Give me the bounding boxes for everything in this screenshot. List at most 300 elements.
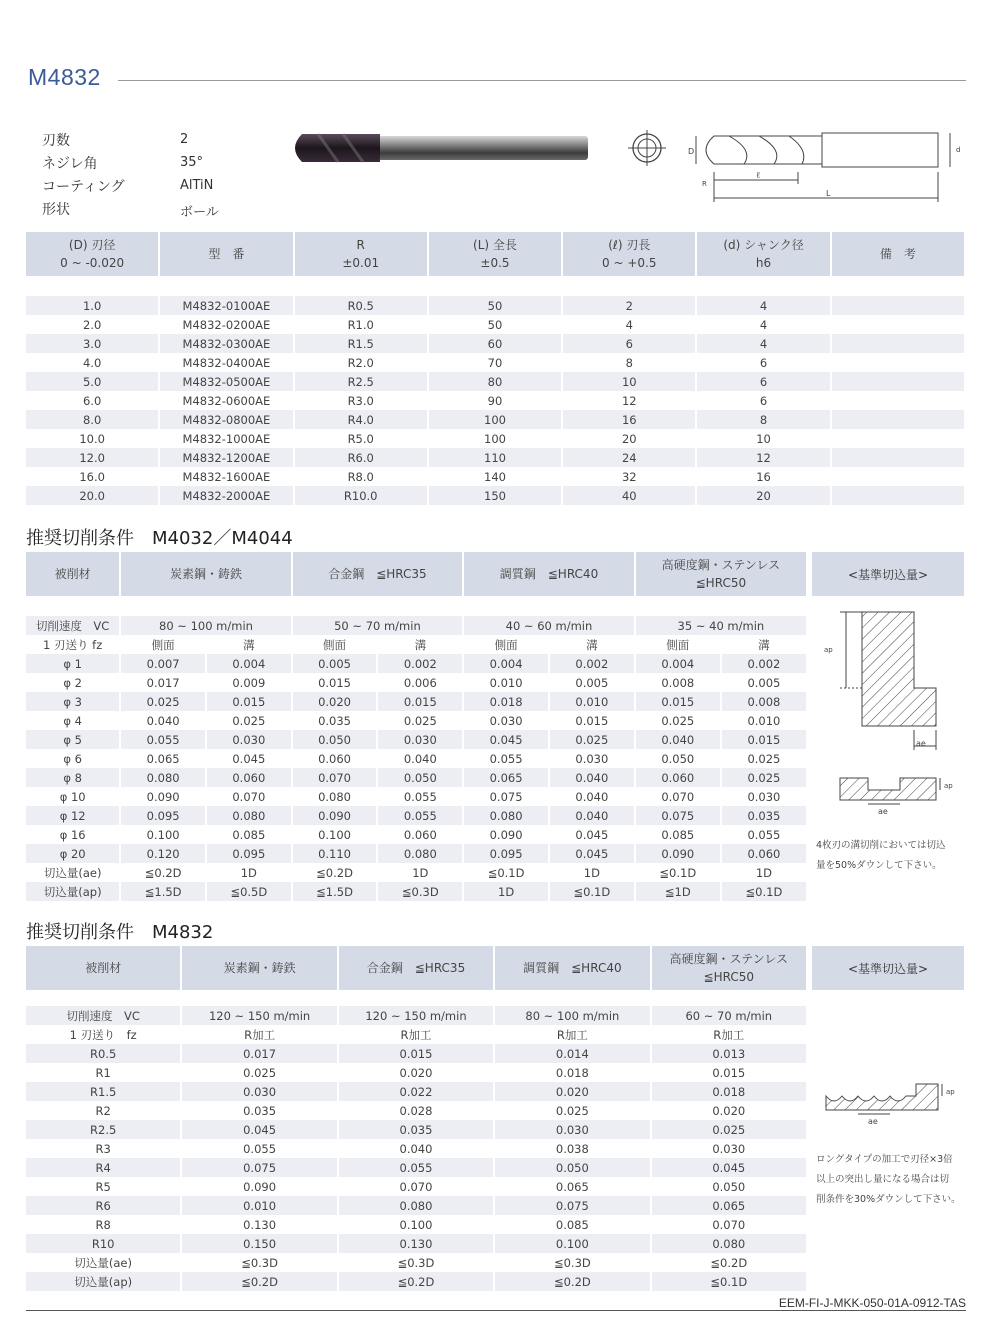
table-cell: 0.085 <box>207 825 291 844</box>
spec-label-helix: ネジレ角 <box>42 156 98 172</box>
table-row <box>26 410 964 429</box>
table-cell: 0.095 <box>121 806 205 825</box>
s1-feed-label: 1 刃送り fz <box>26 635 119 654</box>
table-cell <box>832 391 964 410</box>
table-cell: 1D <box>550 863 634 882</box>
s2-row-feed <box>26 1025 806 1044</box>
table-cell: 0.045 <box>182 1120 336 1139</box>
table-cell: 0.110 <box>293 844 377 863</box>
table-row <box>26 353 964 372</box>
table-cell: 0.030 <box>464 711 548 730</box>
s2-header-alloy-steel: 合金鋼 ≦HRC35 <box>339 946 493 990</box>
table-cell: 0.028 <box>339 1101 493 1120</box>
table-cell: 0.045 <box>652 1158 806 1177</box>
s1-diagram-ap-label: ap <box>824 646 833 654</box>
table-row <box>26 1139 806 1158</box>
table-cell: 0.055 <box>722 825 806 844</box>
table-cell: 6 <box>697 372 829 391</box>
table-cell: 3.0 <box>26 334 158 353</box>
s2-header-hardened-steel: 高硬度鋼・ステンレス ≦HRC50 <box>652 946 806 990</box>
table-cell: ≦0.2D <box>293 863 377 882</box>
table-row <box>26 1120 806 1139</box>
table-cell: 0.025 <box>121 692 205 711</box>
table-cell: 0.020 <box>495 1082 649 1101</box>
table-cell: R0.5 <box>26 1044 180 1063</box>
table-cell: ≦0.1D <box>550 882 634 901</box>
table-cell: 0.015 <box>207 692 291 711</box>
table-cell: 24 <box>563 448 695 467</box>
table-cell: 10 <box>697 429 829 448</box>
table-cell: 140 <box>429 467 561 486</box>
table-cell: M4832-1600AE <box>160 467 292 486</box>
table-cell: R0.5 <box>295 296 427 315</box>
table-cell <box>832 296 964 315</box>
table-cell: ≦0.3D <box>339 1253 493 1272</box>
table-cell: 0.025 <box>182 1063 336 1082</box>
table-cell <box>832 410 964 429</box>
footer-divider <box>26 1310 966 1311</box>
table-row <box>26 1253 806 1272</box>
table-cell: 150 <box>429 486 561 505</box>
table-cell: φ 2 <box>26 673 119 692</box>
table-cell: 0.080 <box>339 1196 493 1215</box>
table-cell: 0.025 <box>495 1101 649 1120</box>
table-cell: 0.025 <box>378 711 462 730</box>
s1-sub-header: 溝 <box>378 635 462 654</box>
table-row <box>26 863 806 882</box>
table-cell: 切込量(ap) <box>26 882 119 901</box>
table-cell: 0.060 <box>207 768 291 787</box>
table-row <box>26 768 806 787</box>
s2-header-carbon-steel: 炭素鋼・鋳鉄 <box>182 946 336 990</box>
table-row <box>26 467 964 486</box>
s2-row-speed <box>26 1006 806 1025</box>
table-row <box>26 486 964 505</box>
spec-label-shape: 形状 <box>42 202 70 218</box>
table-cell: 0.004 <box>464 654 548 673</box>
table-cell: 20 <box>563 429 695 448</box>
table-cell: 5.0 <box>26 372 158 391</box>
table-cell: 0.130 <box>182 1215 336 1234</box>
table-cell <box>832 448 964 467</box>
table-cell: 0.090 <box>293 806 377 825</box>
table-cell <box>832 429 964 448</box>
table-cell: φ 16 <box>26 825 119 844</box>
table-cell: 0.035 <box>182 1101 336 1120</box>
table-cell: R3.0 <box>295 391 427 410</box>
spec-value-shape: ボール <box>180 205 219 220</box>
s2-sub-header: R加工 <box>495 1025 649 1044</box>
table-cell: 0.100 <box>121 825 205 844</box>
table-cell: 0.090 <box>464 825 548 844</box>
document-code: EEM-FI-J-MKK-050-01A-0912-TAS <box>778 1296 966 1310</box>
s1-diagram2-ae-label: ae <box>878 807 888 814</box>
table-row <box>26 1196 806 1215</box>
table-cell: R1.0 <box>295 315 427 334</box>
table-cell: ≦0.3D <box>495 1253 649 1272</box>
table-row <box>26 391 964 410</box>
table-cell <box>832 467 964 486</box>
section2-title: 推奨切削条件 M4832 <box>26 922 214 943</box>
s2-diagram-ap-label: ap <box>946 1088 955 1096</box>
table-cell: 16 <box>697 467 829 486</box>
table-cell: 0.015 <box>293 673 377 692</box>
s1-sub-header: 溝 <box>722 635 806 654</box>
table-cell: 0.030 <box>722 787 806 806</box>
table-cell: 0.065 <box>464 768 548 787</box>
end-mill-photo <box>288 128 592 170</box>
s2-sub-header: R加工 <box>339 1025 493 1044</box>
table-cell: 60 <box>429 334 561 353</box>
table-cell: 100 <box>429 429 561 448</box>
s1-diagram-ae-label: ae <box>916 739 926 748</box>
table-cell: 0.013 <box>652 1044 806 1063</box>
s2-speed-value: 60 ~ 70 m/min <box>652 1006 806 1025</box>
table-row <box>26 315 964 334</box>
table-cell: 4.0 <box>26 353 158 372</box>
table-cell: 0.060 <box>378 825 462 844</box>
s1-row-feed <box>26 635 806 654</box>
table-cell: 0.065 <box>121 749 205 768</box>
table-cell: 4 <box>697 334 829 353</box>
table-row <box>26 825 806 844</box>
table-row <box>26 1063 806 1082</box>
table-cell: 40 <box>563 486 695 505</box>
table-cell: 2 <box>563 296 695 315</box>
table-cell: φ 4 <box>26 711 119 730</box>
table-cell: ≦0.3D <box>378 882 462 901</box>
table-row <box>26 711 806 730</box>
table-cell: 10 <box>563 372 695 391</box>
table-cell: 10.0 <box>26 429 158 448</box>
table-cell: 0.010 <box>550 692 634 711</box>
table-cell: 90 <box>429 391 561 410</box>
table-cell: 0.020 <box>652 1101 806 1120</box>
table-row <box>26 429 964 448</box>
s1-sub-header: 溝 <box>207 635 291 654</box>
table-cell: 0.010 <box>182 1196 336 1215</box>
table-cell: 0.030 <box>207 730 291 749</box>
table-cell: 6 <box>563 334 695 353</box>
table-cell: φ 8 <box>26 768 119 787</box>
spec-label-flutes: 刃数 <box>42 133 70 149</box>
table-cell: 0.070 <box>652 1215 806 1234</box>
table-cell: 0.100 <box>495 1234 649 1253</box>
table-cell: R8 <box>26 1215 180 1234</box>
table-cell: φ 1 <box>26 654 119 673</box>
table-cell: 0.065 <box>652 1196 806 1215</box>
table-cell: R1 <box>26 1063 180 1082</box>
s1-header-reference-depth: <基準切込量> <box>812 552 964 596</box>
table-cell: φ 20 <box>26 844 119 863</box>
table-cell: 0.055 <box>182 1139 336 1158</box>
table-cell: R2.5 <box>26 1120 180 1139</box>
table-cell: 0.095 <box>207 844 291 863</box>
spec-value-coating: AlTiN <box>180 178 214 193</box>
table-cell <box>832 486 964 505</box>
table-cell: 0.022 <box>339 1082 493 1101</box>
table-cell: 100 <box>429 410 561 429</box>
table-cell: 0.150 <box>182 1234 336 1253</box>
table-cell: 0.070 <box>636 787 720 806</box>
table-cell: R10.0 <box>295 486 427 505</box>
table-cell: 0.004 <box>207 654 291 673</box>
s2-speed-value: 120 ~ 150 m/min <box>339 1006 493 1025</box>
table-cell: 50 <box>429 315 561 334</box>
table-cell: 0.070 <box>293 768 377 787</box>
table-cell: 0.055 <box>339 1158 493 1177</box>
table-cell: 0.080 <box>378 844 462 863</box>
page-title: M4832 <box>28 64 101 90</box>
table-cell <box>832 353 964 372</box>
s2-header-tempered-steel: 調質鋼 ≦HRC40 <box>495 946 649 990</box>
drawing-flute-length-label: ℓ <box>756 171 761 181</box>
table-cell: 0.090 <box>636 844 720 863</box>
table-cell: ≦0.5D <box>207 882 291 901</box>
table-cell: 0.090 <box>182 1177 336 1196</box>
table-cell: 32 <box>563 467 695 486</box>
table-cell: 1D <box>464 882 548 901</box>
table-row <box>26 1158 806 1177</box>
s1-sub-header: 溝 <box>550 635 634 654</box>
table-row <box>26 1234 806 1253</box>
table-cell: 0.045 <box>550 844 634 863</box>
table-cell: 0.002 <box>550 654 634 673</box>
table-cell: 8 <box>563 353 695 372</box>
drawing-overall-length-label: L <box>826 189 831 198</box>
table-cell: 6.0 <box>26 391 158 410</box>
table-cell: 0.080 <box>207 806 291 825</box>
table-cell: R4.0 <box>295 410 427 429</box>
table-cell: 0.030 <box>182 1082 336 1101</box>
table-cell: 0.008 <box>722 692 806 711</box>
s1-header-carbon-steel: 炭素鋼・鋳鉄 <box>121 552 290 596</box>
table-cell: 6 <box>697 391 829 410</box>
drawing-r-label: R <box>702 180 707 188</box>
table-cell: 0.085 <box>636 825 720 844</box>
table-row <box>26 448 964 467</box>
table-cell: ≦0.1D <box>464 863 548 882</box>
table-cell: 0.025 <box>722 768 806 787</box>
drawing-d-label: D <box>688 147 695 156</box>
table-cell <box>832 315 964 334</box>
table-cell: 0.050 <box>652 1177 806 1196</box>
table-cell: 0.015 <box>339 1044 493 1063</box>
table-cell: ≦1.5D <box>121 882 205 901</box>
table-cell: 0.005 <box>293 654 377 673</box>
table-cell: 0.017 <box>121 673 205 692</box>
table-cell: M4832-0100AE <box>160 296 292 315</box>
s1-note: 4枚刃の溝切削においては切込 量を50%ダウンして下さい。 <box>816 840 946 871</box>
s1-speed-value: 35 ~ 40 m/min <box>636 616 806 635</box>
table-row <box>26 334 964 353</box>
table-row <box>26 1272 806 1291</box>
table-cell: 0.040 <box>550 787 634 806</box>
table-row <box>26 844 806 863</box>
table-cell: 16 <box>563 410 695 429</box>
table-cell: 切込量(ae) <box>26 1253 180 1272</box>
table-cell: 1D <box>378 863 462 882</box>
section1-title: 推奨切削条件 M4032／M4044 <box>26 528 293 549</box>
table-row <box>26 1082 806 1101</box>
table-cell: φ 6 <box>26 749 119 768</box>
table-cell: 0.045 <box>550 825 634 844</box>
title-divider <box>118 80 966 81</box>
s1-speed-value: 80 ~ 100 m/min <box>121 616 290 635</box>
table-cell: M4832-0200AE <box>160 315 292 334</box>
table-cell: 0.045 <box>207 749 291 768</box>
table-row <box>26 654 806 673</box>
table-cell: 0.040 <box>550 768 634 787</box>
table-cell: 0.025 <box>636 711 720 730</box>
table-cell: 0.020 <box>339 1063 493 1082</box>
table-cell: 0.080 <box>293 787 377 806</box>
table-cell: 0.010 <box>464 673 548 692</box>
table-cell: 0.005 <box>550 673 634 692</box>
table-cell: 0.075 <box>464 787 548 806</box>
table-cell: 0.015 <box>550 711 634 730</box>
table-cell: 12 <box>697 448 829 467</box>
tool-dimension-drawing <box>684 128 974 210</box>
table-cell: φ 12 <box>26 806 119 825</box>
table-cell: 0.090 <box>121 787 205 806</box>
table-cell: 20 <box>697 486 829 505</box>
table-cell: 12 <box>563 391 695 410</box>
table-cell: 0.050 <box>293 730 377 749</box>
cutting-table-m4032 <box>24 552 808 901</box>
table-cell: 0.080 <box>652 1234 806 1253</box>
header-diameter: (D) 刃径 0 ~ -0.020 <box>26 232 158 276</box>
table-cell: 0.017 <box>182 1044 336 1063</box>
table-cell: 4 <box>697 315 829 334</box>
table-cell: ≦0.1D <box>722 882 806 901</box>
table-cell: M4832-0400AE <box>160 353 292 372</box>
table-cell: 2.0 <box>26 315 158 334</box>
table-row <box>26 730 806 749</box>
table-cell: R6 <box>26 1196 180 1215</box>
table-cell: 0.018 <box>495 1063 649 1082</box>
table-cell: 0.080 <box>464 806 548 825</box>
table-cell: 0.060 <box>722 844 806 863</box>
table-cell: M4832-0500AE <box>160 372 292 391</box>
cutting-table-m4832 <box>24 946 808 1291</box>
table-cell: φ 3 <box>26 692 119 711</box>
table-cell: 0.018 <box>652 1082 806 1101</box>
spec-value-flutes: 2 <box>180 132 189 147</box>
s1-sub-header: 側面 <box>636 635 720 654</box>
table-row <box>26 1044 806 1063</box>
table-cell: 0.025 <box>652 1120 806 1139</box>
table-cell: 0.018 <box>464 692 548 711</box>
table-cell: 1D <box>722 863 806 882</box>
table-cell: M4832-0300AE <box>160 334 292 353</box>
table-cell: 1D <box>207 863 291 882</box>
table-cell: ≦0.1D <box>636 863 720 882</box>
table-row <box>26 882 806 901</box>
s1-sub-header: 側面 <box>121 635 205 654</box>
table-cell: 0.015 <box>652 1063 806 1082</box>
table-cell: ≦1D <box>636 882 720 901</box>
table-cell: 0.040 <box>636 730 720 749</box>
table-cell: 0.060 <box>636 768 720 787</box>
table-cell: 0.035 <box>722 806 806 825</box>
table-cell: R6.0 <box>295 448 427 467</box>
s1-header-material: 被削材 <box>26 552 119 596</box>
table-row <box>26 673 806 692</box>
table-cell: R10 <box>26 1234 180 1253</box>
table-cell: 0.045 <box>464 730 548 749</box>
table-row <box>26 1215 806 1234</box>
s1-row-speed <box>26 616 806 635</box>
table-cell: ≦0.1D <box>652 1272 806 1291</box>
s1-header-hardened-steel: 高硬度鋼・ステンレス ≦HRC50 <box>636 552 806 596</box>
s2-sub-header: R加工 <box>182 1025 336 1044</box>
table-cell: 0.002 <box>378 654 462 673</box>
s1-speed-value: 50 ~ 70 m/min <box>293 616 463 635</box>
table-cell: 0.015 <box>636 692 720 711</box>
end-view-icon <box>626 130 668 166</box>
s1-header-alloy-steel: 合金鋼 ≦HRC35 <box>293 552 463 596</box>
table-cell: 0.050 <box>378 768 462 787</box>
table-cell: ≦0.2D <box>182 1272 336 1291</box>
table-cell: R1.5 <box>295 334 427 353</box>
table-cell: 0.040 <box>550 806 634 825</box>
table-cell: 0.055 <box>464 749 548 768</box>
table-cell: 0.030 <box>652 1139 806 1158</box>
s2-note: ロングタイプの加工で刃径×3倍 以上の突出し量になる場合は切 削条件を30%ダウンして下さい。 <box>816 1154 961 1205</box>
table-cell: 0.030 <box>378 730 462 749</box>
s2-feed-label: 1 刃送り fz <box>26 1025 180 1044</box>
table-row <box>26 1101 806 1120</box>
table-cell: 4 <box>563 315 695 334</box>
table-cell: 0.050 <box>495 1158 649 1177</box>
product-table <box>24 232 966 505</box>
table-cell: 20.0 <box>26 486 158 505</box>
drawing-shank-label: d <box>956 146 961 154</box>
table-cell: 0.075 <box>636 806 720 825</box>
table-cell: M4832-1200AE <box>160 448 292 467</box>
table-cell: 0.006 <box>378 673 462 692</box>
table-cell: φ 5 <box>26 730 119 749</box>
table-cell: 110 <box>429 448 561 467</box>
table-cell: 0.055 <box>378 806 462 825</box>
table-cell: R8.0 <box>295 467 427 486</box>
table-cell: 12.0 <box>26 448 158 467</box>
table-cell: 切込量(ap) <box>26 1272 180 1291</box>
table-cell: 50 <box>429 296 561 315</box>
table-cell: R2 <box>26 1101 180 1120</box>
table-cell: 0.120 <box>121 844 205 863</box>
s2-depth-diagram <box>820 1078 970 1128</box>
table-cell: 0.007 <box>121 654 205 673</box>
table-cell: M4832-2000AE <box>160 486 292 505</box>
table-cell: R5 <box>26 1177 180 1196</box>
table-row <box>26 692 806 711</box>
table-cell: 70 <box>429 353 561 372</box>
table-cell: 0.050 <box>636 749 720 768</box>
table-cell: 0.075 <box>182 1158 336 1177</box>
table-cell: ≦1.5D <box>293 882 377 901</box>
spec-value-helix: 35° <box>180 155 204 170</box>
table-cell: M4832-1000AE <box>160 429 292 448</box>
table-cell: 0.038 <box>495 1139 649 1158</box>
table-cell: 0.035 <box>293 711 377 730</box>
table-cell: 80 <box>429 372 561 391</box>
s2-speed-label: 切削速度 VC <box>26 1006 180 1025</box>
table-cell: 0.060 <box>293 749 377 768</box>
table-cell: 0.055 <box>121 730 205 749</box>
s2-speed-value: 120 ~ 150 m/min <box>182 1006 336 1025</box>
